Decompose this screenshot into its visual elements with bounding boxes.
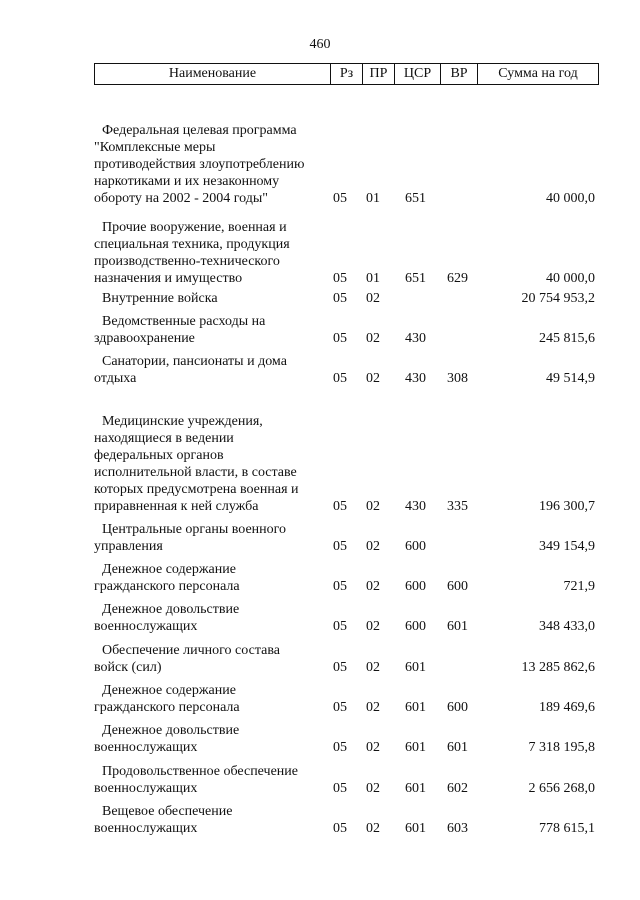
- row-csr: 651: [405, 191, 426, 206]
- table-row: [0, 561, 640, 595]
- table-row: [0, 642, 640, 676]
- row-vr: 600: [447, 579, 468, 594]
- row-name-line: приравненная к ней служба: [94, 499, 259, 514]
- table-row: [0, 290, 640, 307]
- row-name-line: Центральные органы военного: [102, 522, 287, 537]
- row-csr: 651: [405, 271, 426, 286]
- row-csr: 430: [405, 499, 426, 514]
- row-name: [94, 353, 334, 387]
- row-pr: 02: [366, 740, 380, 755]
- row-rz: 05: [333, 781, 347, 796]
- row-name-line: военнослужащих: [94, 740, 198, 755]
- row-vr: 335: [447, 499, 468, 514]
- row-name-line: Денежное содержание: [102, 683, 236, 698]
- row-name-line: Денежное довольствие: [102, 602, 240, 617]
- row-name-line: гражданского персонала: [94, 700, 240, 715]
- row-name: [94, 722, 334, 756]
- row-csr: 600: [405, 539, 426, 554]
- row-name: [94, 521, 334, 555]
- row-vr: 603: [447, 821, 468, 836]
- row-name-line: отдыха: [94, 371, 137, 386]
- row-sum: 778 615,1: [539, 821, 595, 836]
- row-name-line: управления: [94, 539, 163, 554]
- row-sum: 40 000,0: [546, 191, 595, 206]
- row-rz: 05: [333, 700, 347, 715]
- row-pr: 01: [366, 271, 380, 286]
- row-name-line: Денежное довольствие: [102, 723, 240, 738]
- row-name: [94, 290, 334, 307]
- row-sum: 20 754 953,2: [521, 291, 595, 306]
- table-row: [0, 313, 640, 347]
- row-name: [94, 561, 334, 595]
- row-name-line: Ведомственные расходы на: [102, 314, 266, 329]
- row-name-line: производственно-технического: [94, 254, 280, 269]
- table-row: [0, 122, 640, 207]
- row-sum: 721,9: [563, 579, 595, 594]
- table-row: [0, 521, 640, 555]
- row-vr: 308: [447, 371, 468, 386]
- row-csr: 600: [405, 579, 426, 594]
- row-sum: 40 000,0: [546, 271, 595, 286]
- row-name: [94, 682, 334, 716]
- row-pr: 02: [366, 499, 380, 514]
- row-vr: 629: [447, 271, 468, 286]
- row-name: [94, 642, 334, 676]
- header-sum: Сумма на год: [478, 64, 599, 85]
- row-name-line: Федеральная целевая программа: [102, 123, 297, 138]
- row-rz: 05: [333, 539, 347, 554]
- row-rz: 05: [333, 740, 347, 755]
- row-sum: 349 154,9: [539, 539, 595, 554]
- row-rz: 05: [333, 579, 347, 594]
- header-name: Наименование: [95, 64, 331, 85]
- row-name-line: Медицинские учреждения,: [102, 414, 263, 429]
- table-row: [0, 763, 640, 797]
- row-rz: 05: [333, 619, 347, 634]
- table-row: [0, 601, 640, 635]
- row-pr: 02: [366, 539, 380, 554]
- table-header: [94, 63, 599, 85]
- row-csr: 601: [405, 781, 426, 796]
- row-name-line: Продовольственное обеспечение: [102, 764, 298, 779]
- row-name-line: "Комплексные меры: [94, 140, 216, 155]
- row-name-line: которых предусмотрена военная и: [94, 482, 299, 497]
- row-name: [94, 122, 334, 207]
- table-row: [0, 722, 640, 756]
- row-pr: 02: [366, 700, 380, 715]
- row-pr: 02: [366, 781, 380, 796]
- row-vr: 602: [447, 781, 468, 796]
- row-pr: 02: [366, 291, 380, 306]
- row-pr: 01: [366, 191, 380, 206]
- row-name: [94, 803, 334, 837]
- row-name-line: назначения и имущество: [94, 271, 243, 286]
- row-name-line: Прочие вооружение, военная и: [102, 220, 287, 235]
- header-vr: ВР: [441, 64, 478, 85]
- row-name: [94, 219, 334, 287]
- row-name-line: военнослужащих: [94, 619, 198, 634]
- row-vr: 601: [447, 619, 468, 634]
- row-name-line: обороту на 2002 - 2004 годы": [94, 191, 268, 206]
- header-rz: Рз: [331, 64, 363, 85]
- table-row: [0, 413, 640, 515]
- row-sum: 245 815,6: [539, 331, 595, 346]
- row-name-line: здравоохранение: [94, 331, 195, 346]
- row-name-line: военнослужащих: [94, 821, 198, 836]
- row-sum: 7 318 195,8: [528, 740, 595, 755]
- row-pr: 02: [366, 821, 380, 836]
- row-pr: 02: [366, 579, 380, 594]
- row-name-line: Внутренние войска: [102, 291, 218, 306]
- row-rz: 05: [333, 191, 347, 206]
- row-name-line: Вещевое обеспечение: [102, 804, 233, 819]
- row-rz: 05: [333, 821, 347, 836]
- row-name-line: Обеспечение личного состава: [102, 643, 280, 658]
- row-sum: 196 300,7: [539, 499, 595, 514]
- row-rz: 05: [333, 499, 347, 514]
- row-csr: 430: [405, 371, 426, 386]
- row-sum: 348 433,0: [539, 619, 595, 634]
- row-name-line: Денежное содержание: [102, 562, 236, 577]
- row-name-line: специальная техника, продукция: [94, 237, 290, 252]
- row-rz: 05: [333, 331, 347, 346]
- row-name: [94, 763, 334, 797]
- row-name: [94, 413, 334, 515]
- table-row: [0, 682, 640, 716]
- table-row: [0, 803, 640, 837]
- row-pr: 02: [366, 619, 380, 634]
- page-number: 460: [309, 37, 331, 52]
- header-csr: ЦСР: [395, 64, 441, 85]
- row-name: [94, 313, 334, 347]
- row-sum: 189 469,6: [539, 700, 595, 715]
- table-row: [0, 219, 640, 287]
- row-pr: 02: [366, 331, 380, 346]
- row-rz: 05: [333, 660, 347, 675]
- row-name: [94, 601, 334, 635]
- table-row: [0, 353, 640, 387]
- row-sum: 13 285 862,6: [521, 660, 595, 675]
- row-csr: 600: [405, 619, 426, 634]
- row-name-line: военнослужащих: [94, 781, 198, 796]
- row-name-line: исполнительной власти, в составе: [94, 465, 297, 480]
- row-name-line: Санатории, пансионаты и дома: [102, 354, 287, 369]
- row-vr: 600: [447, 700, 468, 715]
- row-pr: 02: [366, 660, 380, 675]
- row-csr: 601: [405, 821, 426, 836]
- row-name-line: федеральных органов: [94, 448, 224, 463]
- row-name-line: гражданского персонала: [94, 579, 240, 594]
- row-csr: 601: [405, 660, 426, 675]
- row-csr: 601: [405, 700, 426, 715]
- row-sum: 2 656 268,0: [528, 781, 595, 796]
- row-rz: 05: [333, 371, 347, 386]
- row-name-line: находящиеся в ведении: [94, 431, 234, 446]
- row-csr: 601: [405, 740, 426, 755]
- row-name-line: войск (сил): [94, 660, 162, 675]
- row-vr: 601: [447, 740, 468, 755]
- header-pr: ПР: [363, 64, 395, 85]
- row-csr: 430: [405, 331, 426, 346]
- row-rz: 05: [333, 271, 347, 286]
- row-rz: 05: [333, 291, 347, 306]
- row-name-line: наркотиками и их незаконному: [94, 174, 280, 189]
- row-sum: 49 514,9: [546, 371, 595, 386]
- row-pr: 02: [366, 371, 380, 386]
- row-name-line: противодействия злоупотреблению: [94, 157, 305, 172]
